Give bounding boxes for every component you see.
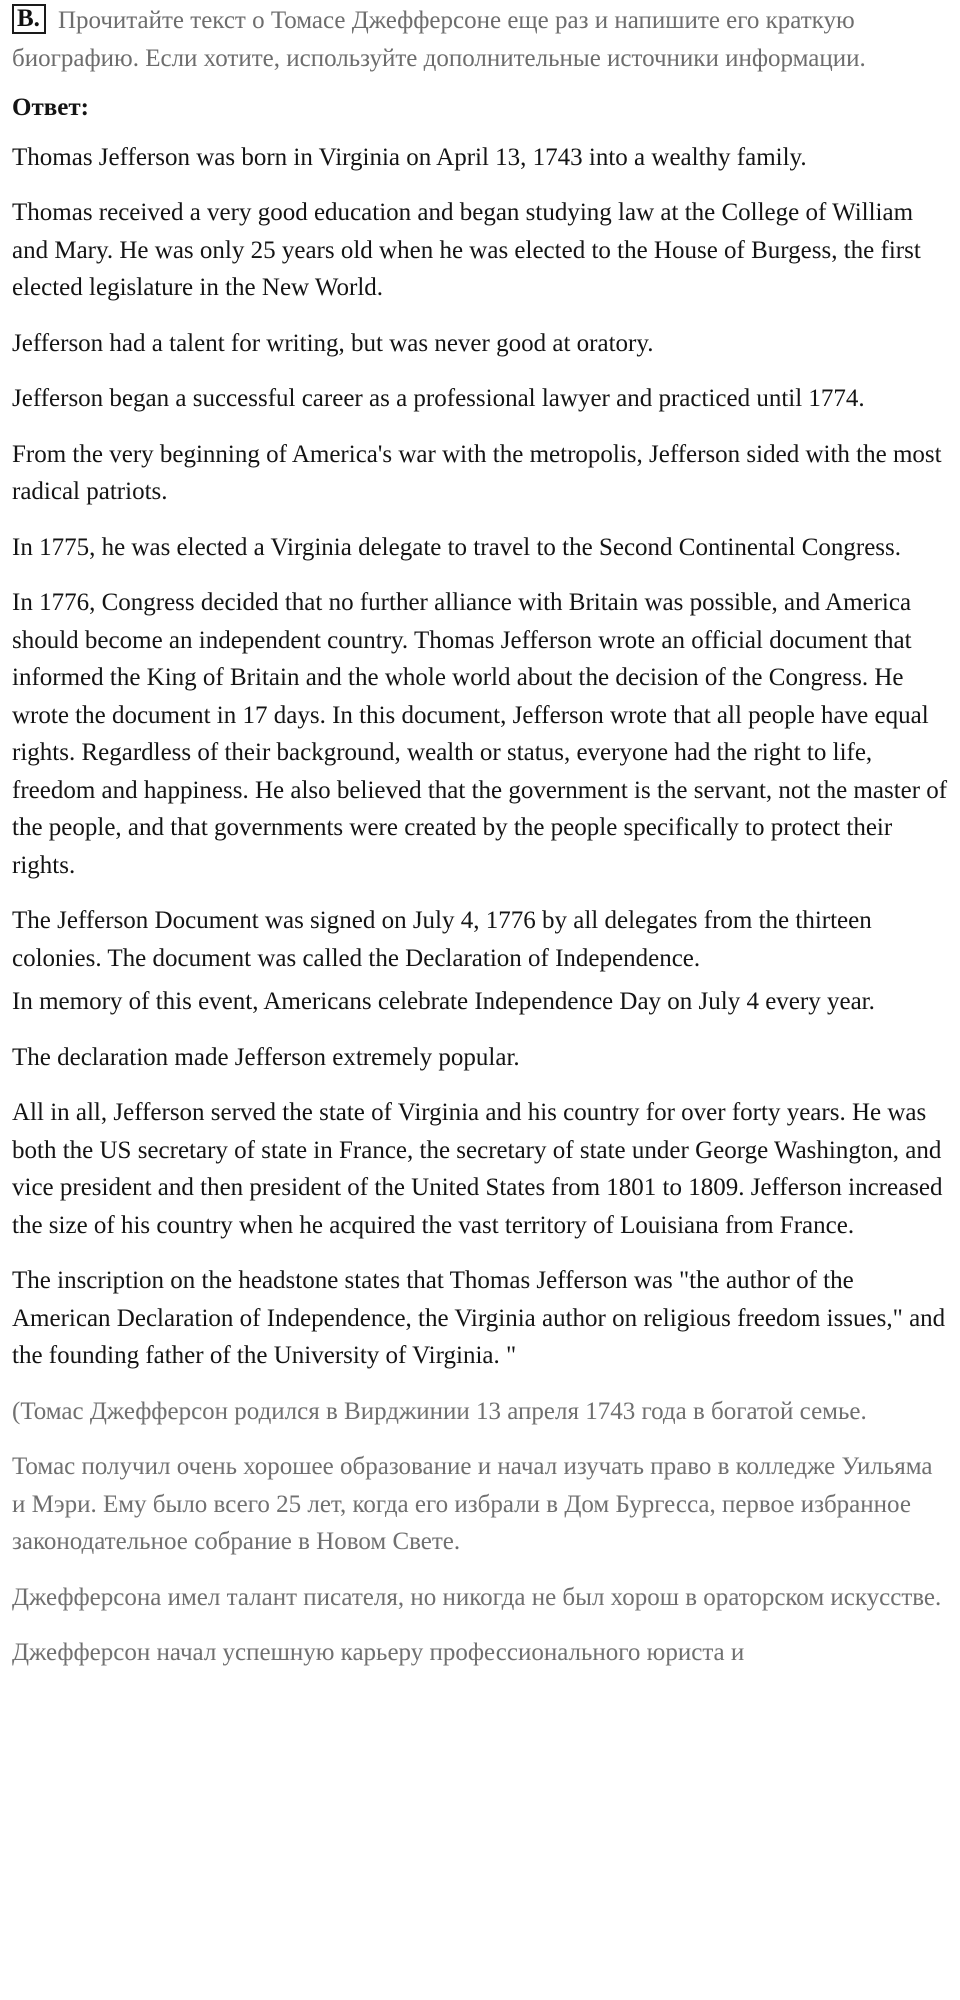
english-paragraph: Jefferson began a successful career as a professional lawyer and practiced until 1774. bbox=[12, 385, 865, 412]
task-text: Прочитайте текст о Томасе Джефферсоне еще раз и напишите его краткую биографию. Если хотите, используйте дополнительные источники информации. bbox=[12, 7, 866, 72]
english-paragraph: Thomas Jefferson was born in Virginia on April 13, 1743 into a wealthy family. bbox=[12, 143, 807, 171]
english-paragraph: In 1776, Congress decided that no further alliance with Britain was possible, and America should become an independent country. Thomas Jefferson wrote an official document that informed the King of Britain and the whole world about the decision of the Congress. He wrote the document in 17 days. In this document, Jefferson wrote that all people have equal rights. Regardless of their background, wealth or status, everyone had the right to life, freedom and happiness. He also believed that the government is the servant, not the master of the people, and that governments were created by the people specifically to protect their rights. bbox=[12, 589, 948, 879]
english-paragraph: Jefferson had a talent for writing, but was never good at oratory. bbox=[12, 329, 654, 357]
document-page bbox=[12, 0, 952, 1672]
answer-label: Ответ: bbox=[12, 94, 89, 121]
english-paragraph: Thomas received a very good education and began studying law at the College of William and Mary. He was only 25 years old when he was elected to the House of Burgess, the first elected legislature in the New World. bbox=[12, 199, 921, 301]
russian-paragraph: (Томас Джефферсон родился в Вирджинии 13 апреля 1743 года в богатой семье. bbox=[12, 1397, 867, 1425]
english-paragraph: The Jefferson Document was signed on July 4, 1776 by all delegates from the thirteen colonies. The document was called the Declaration of Independence. bbox=[12, 907, 872, 972]
russian-paragraph: Джефферсон начал успешную карьеру профессионального юриста и bbox=[12, 1639, 745, 1666]
english-paragraph: In 1775, he was elected a Virginia delegate to travel to the Second Continental Congress. bbox=[12, 533, 902, 561]
russian-paragraph: Томас получил очень хорошее образование и начал изучать право в колледже Уильяма и Мэри. Ему было всего 25 лет, когда его избрали в Дом Бургесса, первое избранное законодательное собрание в Новом Свете. bbox=[12, 1453, 933, 1555]
task-instruction bbox=[12, 0, 952, 77]
russian-paragraph: Джефферсона имел талант писателя, но никогда не был хорош в ораторском искусстве. bbox=[12, 1583, 942, 1611]
english-paragraph: From the very beginning of America's war with the metropolis, Jefferson sided with the most radical patriots. bbox=[12, 440, 942, 505]
english-paragraph: All in all, Jefferson served the state of Virginia and his country for over forty years. He was both the US secretary of state in France, the secretary of state under George Washington, and vice president and then president of the United States from 1801 to 1809. Jefferson increased the size of his country when he acquired the vast territory of Louisiana from France. bbox=[12, 1099, 943, 1239]
english-paragraph: The declaration made Jefferson extremely popular. bbox=[12, 1043, 520, 1071]
english-paragraph: The inscription on the headstone states that Thomas Jefferson was "the author of the American Declaration of Independence, the Virginia author on religious freedom issues," and the founding father of the University of Virginia. " bbox=[12, 1267, 946, 1369]
task-letter-box: B. bbox=[12, 4, 46, 34]
english-paragraph: In memory of this event, Americans celebrate Independence Day on July 4 every year. bbox=[12, 988, 875, 1015]
